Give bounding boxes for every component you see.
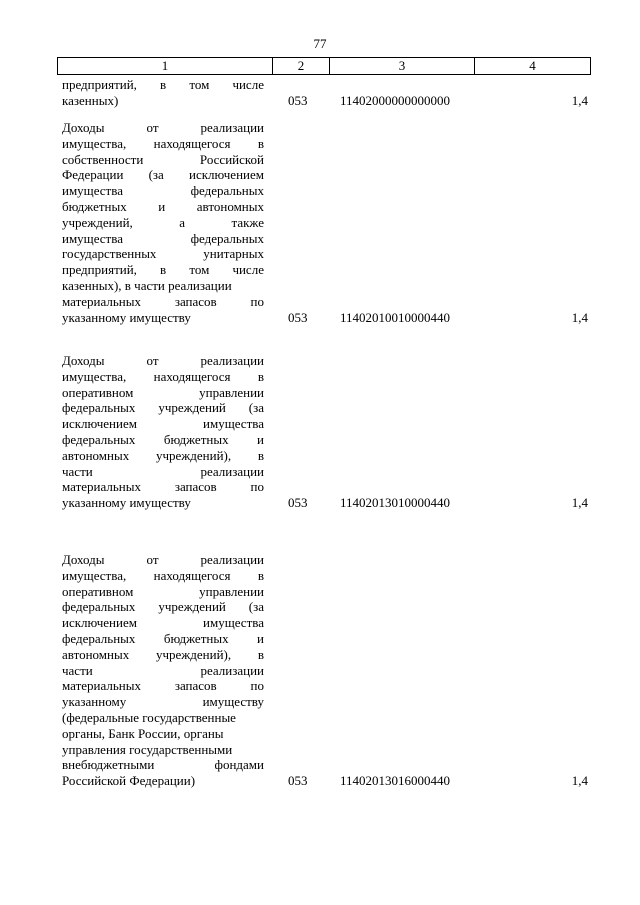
row-description [62,552,264,789]
row-value: 1,4 [571,495,588,511]
description-word: бюджетных [62,198,127,214]
description-line [62,353,264,369]
description-word: Российской [199,151,264,167]
description-line [62,448,264,464]
description-word: исключением [62,615,137,631]
description-word: запасов [174,293,217,309]
column-header-4: 4 [475,58,591,75]
description-word: федеральных [62,431,136,447]
description-word: внебюджетными [62,757,155,773]
description-word: материальных [62,678,141,694]
row-code-2: 053 [288,495,308,511]
description-line [62,215,264,231]
description-word: имущества [62,230,123,246]
description-line [62,77,264,93]
description-word: управления государственными [62,741,233,757]
description-line [62,120,264,136]
description-word: имущества, [62,135,127,151]
description-word: находящегося [153,368,231,384]
description-word: исключением [189,167,264,183]
description-word: указанному имуществу [62,309,191,325]
description-line [62,773,264,789]
description-word: в [257,135,264,151]
description-word: в [160,77,167,92]
description-line [62,568,264,584]
row-budget-code: 11402000000000000 [340,92,451,108]
description-word: собственности [62,151,144,167]
row-budget-code: 11402013010000440 [340,495,451,511]
description-word: реализации [200,353,264,368]
description-word: автономных [62,646,130,662]
description-line [62,584,264,600]
description-line [62,262,264,278]
description-word: казенных) [62,92,119,108]
description-word: реализации [200,120,264,135]
description-line [62,294,264,310]
description-line [62,385,264,401]
row-code-2: 053 [288,92,308,108]
row-description [62,353,264,511]
description-line [62,167,264,183]
description-word: федеральных [190,230,264,246]
description-word: автономных [62,447,130,463]
description-word: в [257,646,264,662]
description-line [62,631,264,647]
description-word: унитарных [203,246,264,262]
description-word: федеральных [190,183,264,199]
description-line [62,615,264,631]
description-word: имуществу [202,694,264,710]
description-word: автономных [196,198,264,214]
description-word: предприятий, [62,77,137,92]
table-header [57,57,591,75]
description-line [62,231,264,247]
row-code-2: 053 [288,309,308,325]
description-word: а [179,214,186,230]
description-line [62,199,264,215]
description-word: также [231,214,264,230]
description-word: от [146,353,159,368]
description-word: исключением [62,416,137,432]
description-line [62,647,264,663]
description-line [62,246,264,262]
description-line [62,726,264,742]
description-word: предприятий, [62,262,137,278]
description-word: Доходы [62,120,105,135]
description-word: материальных [62,293,141,309]
description-word: Федерации [62,167,124,183]
description-line [62,136,264,152]
description-word: по [250,293,264,309]
row-description [62,120,264,325]
description-word: числе [232,262,264,278]
row-description [62,77,264,109]
column-header-3: 3 [330,58,475,75]
description-word: в [257,447,264,463]
description-line [62,552,264,568]
page-number: 77 [313,36,327,51]
description-word: имущества, [62,368,127,384]
row-value: 1,4 [571,309,588,325]
description-line [62,416,264,432]
description-line [62,678,264,694]
description-line [62,694,264,710]
description-word: (за [148,167,164,183]
description-line [62,432,264,448]
description-word: том [189,262,210,278]
description-word: бюджетных [163,431,229,447]
description-line [62,310,264,326]
description-word: оперативном [62,583,134,599]
description-word: бюджетных [163,630,229,646]
row-value: 1,4 [571,92,588,108]
description-word: запасов [174,678,217,694]
description-word: казенных), в части реализации [62,277,232,293]
description-word: и [158,198,166,214]
description-word: имущества, [62,567,127,583]
description-word: части [62,662,93,678]
description-word: оперативном [62,384,134,400]
description-word: федеральных [62,400,136,416]
row-budget-code: 11402010010000440 [340,309,451,325]
column-header-1: 1 [58,58,273,75]
description-word: учреждений), [155,447,232,463]
description-word: указанному [62,694,127,710]
description-word: и [257,431,264,447]
description-line [62,464,264,480]
description-word: Российской Федерации) [62,773,196,789]
description-word: числе [232,77,264,92]
description-word: учреждений, [62,214,133,230]
description-word: материальных [62,479,141,495]
description-line [62,152,264,168]
description-word: в [257,368,264,384]
description-word: реализации [200,662,264,678]
description-word: (за [248,400,264,416]
description-word: имущества [203,416,264,432]
description-word: учреждений), [155,646,232,662]
row-budget-code: 11402013016000440 [340,773,451,789]
description-word: государственных [62,246,157,262]
description-line [62,663,264,679]
description-line [62,495,264,511]
description-word: фондами [214,757,264,773]
description-word: по [250,479,264,495]
description-word: реализации [200,463,264,479]
description-word: находящегося [153,135,231,151]
description-word: (за [248,599,264,615]
description-word: том [189,77,210,92]
description-word: Доходы [62,353,105,368]
description-word: федеральных [62,630,136,646]
description-word: (федеральные государственные [62,709,236,725]
description-line [62,93,264,109]
description-word: части [62,463,93,479]
description-word: учреждений [158,400,226,416]
description-line [62,278,264,294]
description-word: учреждений [158,599,226,615]
description-word: федеральных [62,599,136,615]
description-word: в [160,262,167,278]
row-code-2: 053 [288,773,308,789]
description-word: от [146,552,159,567]
column-header-2: 2 [273,58,330,75]
description-word: Доходы [62,552,105,567]
description-line [62,183,264,199]
description-line [62,742,264,758]
description-line [62,599,264,615]
description-word: по [250,678,264,694]
description-line [62,400,264,416]
description-word: реализации [200,552,264,567]
description-word: в [257,567,264,583]
description-line [62,479,264,495]
description-word: и [257,630,264,646]
description-word: органы, Банк России, органы [62,725,224,741]
description-word: от [146,120,159,135]
description-word: запасов [174,479,217,495]
description-line [62,369,264,385]
description-word: имущества [203,615,264,631]
description-word: управлении [199,583,264,599]
row-value: 1,4 [571,773,588,789]
description-word: находящегося [153,567,231,583]
description-line [62,757,264,773]
description-word: указанному имуществу [62,495,191,511]
description-line [62,710,264,726]
description-word: имущества [62,183,123,199]
description-word: управлении [199,384,264,400]
